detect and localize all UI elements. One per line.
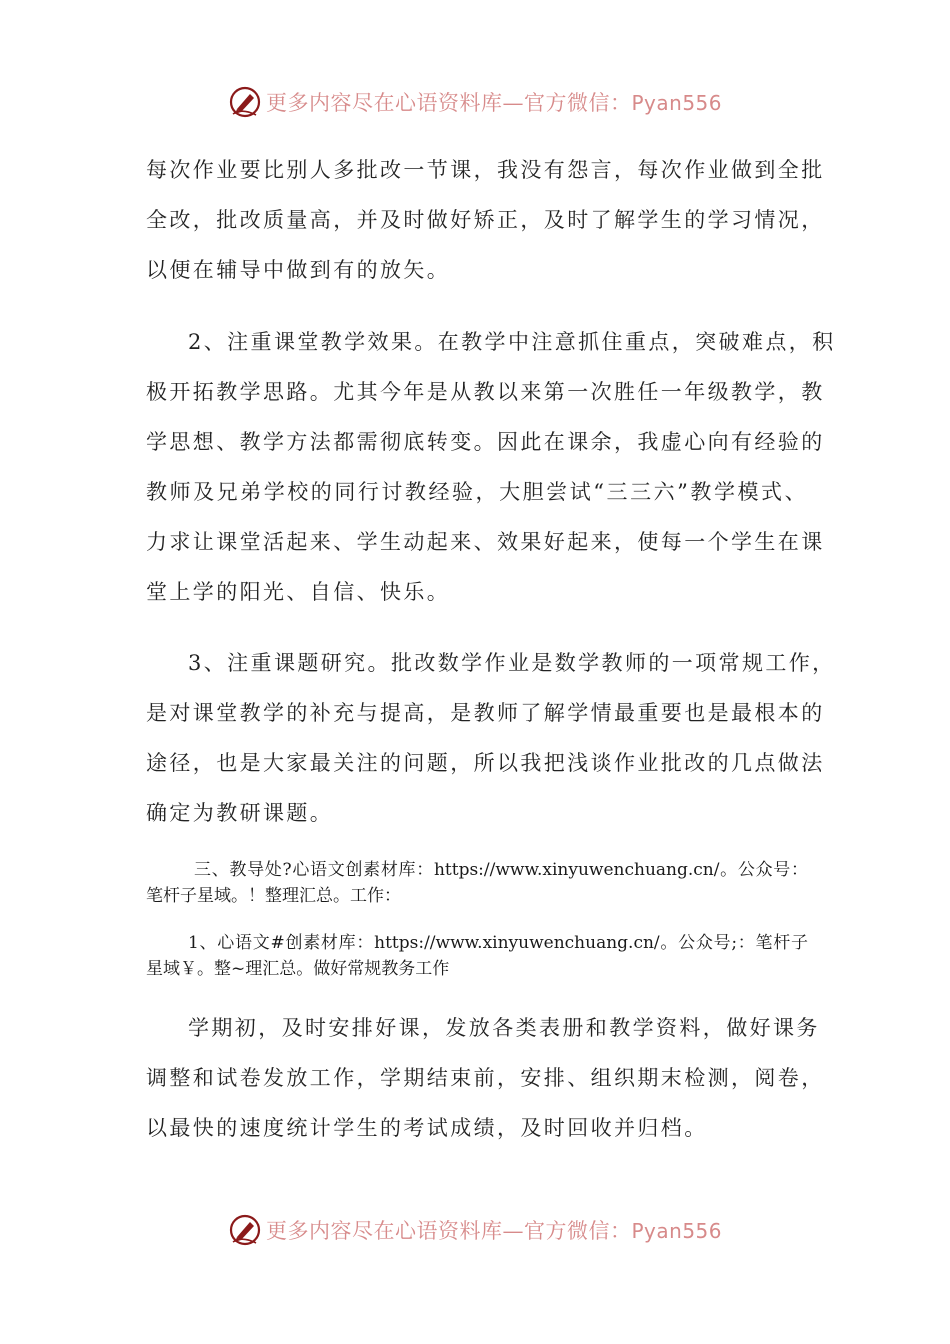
- footer-banner: [0, 1210, 950, 1250]
- paragraph-line: 力求让课堂活起来、学生动起来、效果好起来，使每一个学生在课: [146, 530, 825, 554]
- paragraph-line: 学思想、教学方法都需彻底转变。因此在课余，我虚心向有经验的: [146, 430, 825, 454]
- inserted-line: 笔杆子星域。！整理汇总。工作：: [146, 886, 401, 906]
- paragraph-line: 学期初，及时安排好课，发放各类表册和教学资料，做好课务: [188, 1016, 820, 1040]
- inserted-line: 三、教导处?心语文创素材库：https://www.xinyuwenchuang.cn/。公众号：: [194, 860, 808, 880]
- paragraph-line: 极开拓教学思路。尤其今年是从教以来第一次胜任一年级教学，教: [146, 380, 825, 404]
- paragraph-line: 2、注重课堂教学效果。在教学中注意抓住重点，突破难点，积: [188, 330, 836, 354]
- paragraph-line: 以最快的速度统计学生的考试成绩，及时回收并归档。: [146, 1116, 708, 1140]
- paragraph-line: 途径，也是大家最关注的问题，所以我把浅谈作业批改的几点做法: [146, 751, 825, 775]
- inserted-line: 1、心语文#创素材库：https://www.xinyuwenchuang.cn/。公众号;：笔杆子: [188, 933, 808, 953]
- pen-logo-icon: [228, 85, 262, 119]
- wechat-id: Pyan556: [631, 91, 722, 115]
- paragraph-line: 全改，批改质量高，并及时做好矫正，及时了解学生的学习情况，: [146, 208, 825, 232]
- paragraph-line: 教师及兄弟学校的同行讨教经验，大胆尝试“三三六”教学模式、: [146, 480, 808, 504]
- paragraph-line: 3、注重课题研究。批改数学作业是数学教师的一项常规工作，: [188, 651, 836, 675]
- paragraph-line: 堂上学的阳光、自信、快乐。: [146, 580, 451, 604]
- banner-text: 更多内容尽在心语资料库—官方微信：Pyan556: [265, 1219, 722, 1243]
- inserted-line: 星域￥。整~理汇总。做好常规教务工作: [146, 959, 450, 979]
- header-banner: [0, 82, 950, 122]
- paragraph-line: 以便在辅导中做到有的放矢。: [146, 258, 451, 282]
- banner-text: 更多内容尽在心语资料库—官方微信：Pyan556: [265, 91, 722, 115]
- paragraph-line: 每次作业要比别人多批改一节课，我没有怨言，每次作业做到全批: [146, 158, 825, 182]
- paragraph-line: 调整和试卷发放工作，学期结束前，安排、组织期末检测，阅卷，: [146, 1066, 825, 1090]
- pen-logo-icon: [228, 1213, 262, 1247]
- wechat-id: Pyan556: [631, 1219, 722, 1243]
- paragraph-line: 是对课堂教学的补充与提高，是教师了解学情最重要也是最根本的: [146, 701, 825, 725]
- paragraph-line: 确定为教研课题。: [146, 801, 334, 825]
